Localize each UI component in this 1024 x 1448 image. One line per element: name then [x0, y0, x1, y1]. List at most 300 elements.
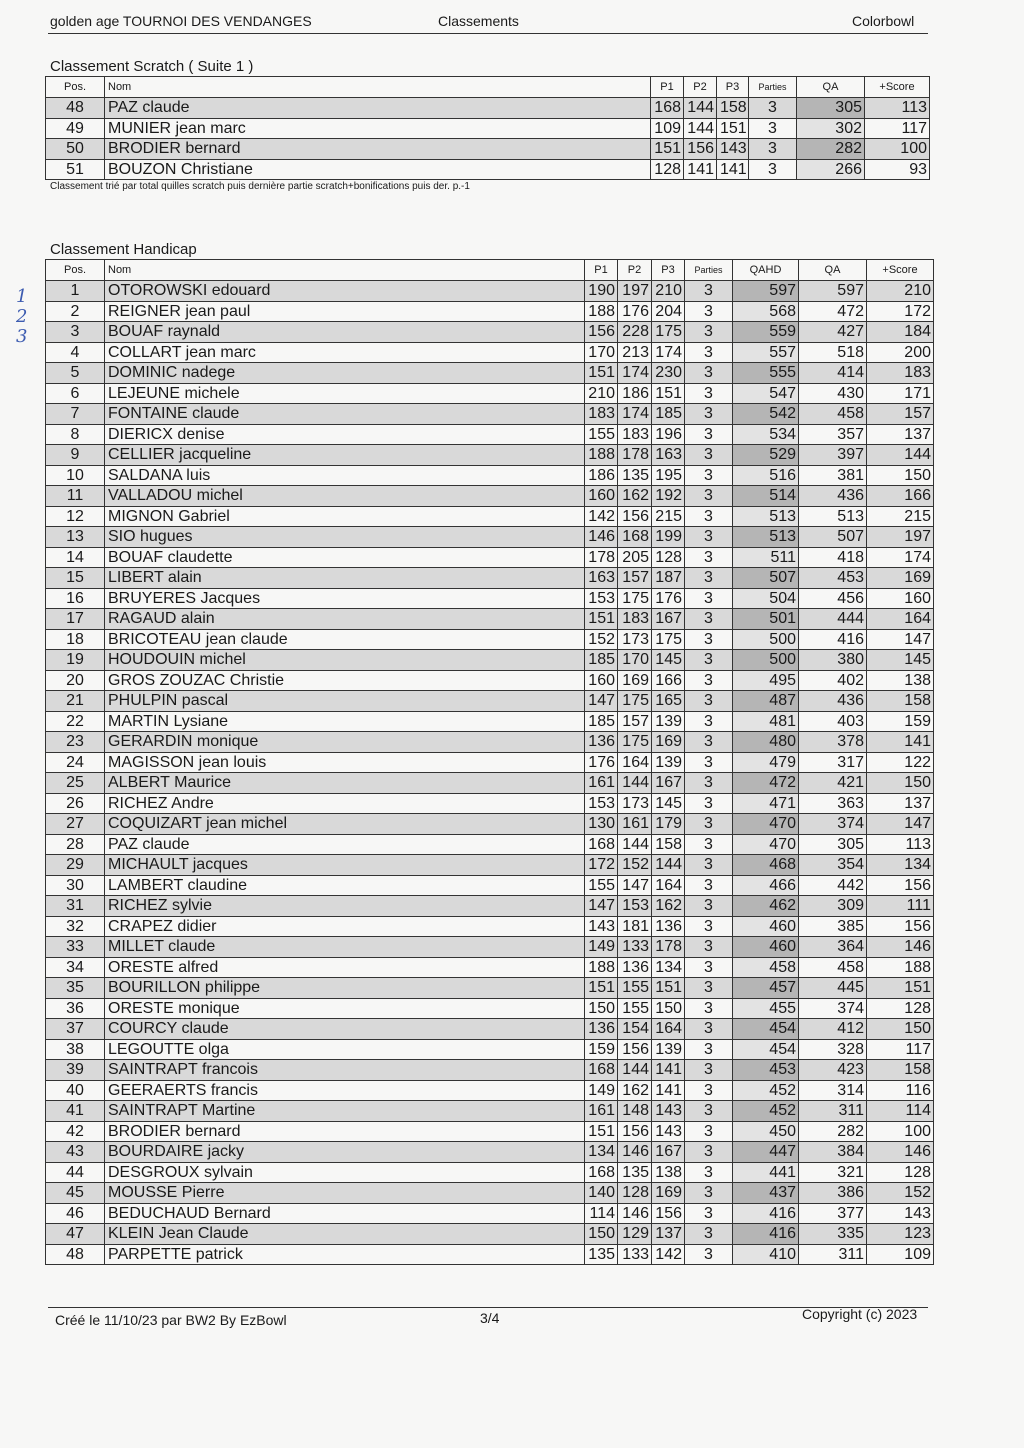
cell-qahd: 513	[733, 506, 799, 527]
cell-nom: PARPETTE patrick	[105, 1244, 585, 1265]
cell-pos: 5	[46, 363, 105, 384]
cell-p1: 161	[585, 1101, 618, 1122]
cell-parties: 3	[685, 547, 733, 568]
cell-p3: 137	[652, 1224, 685, 1245]
cell-p1: 134	[585, 1142, 618, 1163]
cell-nom: ORESTE alfred	[105, 957, 585, 978]
cell-qa: 317	[799, 752, 867, 773]
cell-score: 188	[867, 957, 934, 978]
cell-p2: 156	[618, 506, 652, 527]
cell-p1: 160	[585, 670, 618, 691]
cell-score: 113	[865, 98, 930, 119]
cell-p2: 144	[684, 98, 717, 119]
cell-nom: GROS ZOUZAC Christie	[105, 670, 585, 691]
cell-pos: 42	[46, 1121, 105, 1142]
cell-p2: 197	[618, 281, 652, 302]
cell-qa: 321	[799, 1162, 867, 1183]
cell-p1: 168	[651, 98, 684, 119]
cell-p1: 170	[585, 342, 618, 363]
cell-score: 147	[867, 629, 934, 650]
table-row	[46, 1203, 934, 1224]
cell-qa: 418	[799, 547, 867, 568]
cell-qahd: 555	[733, 363, 799, 384]
cell-score: 114	[867, 1101, 934, 1122]
cell-qahd: 516	[733, 465, 799, 486]
table-row	[46, 98, 930, 119]
cell-parties: 3	[685, 629, 733, 650]
cell-qa: 354	[799, 855, 867, 876]
cell-qahd: 410	[733, 1244, 799, 1265]
cell-qahd: 466	[733, 875, 799, 896]
table-row	[46, 711, 934, 732]
cell-parties: 3	[685, 1060, 733, 1081]
cell-nom: BEDUCHAUD Bernard	[105, 1203, 585, 1224]
cell-qahd: 504	[733, 588, 799, 609]
cell-p1: 172	[585, 855, 618, 876]
cell-score: 123	[867, 1224, 934, 1245]
cell-qa: 453	[799, 568, 867, 589]
cell-score: 138	[867, 670, 934, 691]
cell-pos: 13	[46, 527, 105, 548]
cell-p2: 174	[618, 363, 652, 384]
cell-p2: 174	[618, 404, 652, 425]
table-row	[46, 118, 930, 139]
cell-parties: 3	[685, 793, 733, 814]
col-header-p2: P2	[618, 260, 652, 281]
col-header-nom: Nom	[105, 77, 651, 98]
footer-created: Créé le 11/10/23 par BW2 By EzBowl	[55, 1312, 287, 1328]
cell-p1: 185	[585, 650, 618, 671]
cell-nom: BRUYERES Jacques	[105, 588, 585, 609]
cell-qahd: 447	[733, 1142, 799, 1163]
cell-qahd: 454	[733, 1019, 799, 1040]
cell-parties: 3	[685, 465, 733, 486]
cell-p2: 178	[618, 445, 652, 466]
cell-score: 174	[867, 547, 934, 568]
cell-nom: LEGOUTTE olga	[105, 1039, 585, 1060]
cell-qahd: 453	[733, 1060, 799, 1081]
cell-score: 183	[867, 363, 934, 384]
col-header-pos: Pos.	[46, 77, 105, 98]
cell-score: 158	[867, 1060, 934, 1081]
cell-p3: 142	[652, 1244, 685, 1265]
cell-parties: 3	[685, 301, 733, 322]
cell-p2: 228	[618, 322, 652, 343]
cell-score: 164	[867, 609, 934, 630]
cell-parties: 3	[685, 711, 733, 732]
cell-parties: 3	[685, 445, 733, 466]
cell-qahd: 454	[733, 1039, 799, 1060]
cell-p1: 151	[651, 139, 684, 160]
cell-qahd: 458	[733, 957, 799, 978]
cell-parties: 3	[685, 834, 733, 855]
cell-p2: 152	[618, 855, 652, 876]
cell-pos: 37	[46, 1019, 105, 1040]
cell-p2: 157	[618, 568, 652, 589]
cell-parties: 3	[685, 281, 733, 302]
cell-p1: 135	[585, 1244, 618, 1265]
cell-p2: 162	[618, 486, 652, 507]
cell-parties: 3	[685, 568, 733, 589]
cell-qa: 456	[799, 588, 867, 609]
cell-score: 184	[867, 322, 934, 343]
cell-score: 156	[867, 916, 934, 937]
cell-p3: 143	[652, 1101, 685, 1122]
col-header-qahd: QAHD	[733, 260, 799, 281]
cell-p3: 134	[652, 957, 685, 978]
cell-qa: 335	[799, 1224, 867, 1245]
cell-qahd: 495	[733, 670, 799, 691]
cell-pos: 48	[46, 1244, 105, 1265]
cell-p3: 158	[717, 98, 749, 119]
cell-parties: 3	[685, 1019, 733, 1040]
cell-p2: 205	[618, 547, 652, 568]
cell-qahd: 470	[733, 814, 799, 835]
cell-nom: LEJEUNE michele	[105, 383, 585, 404]
cell-qa: 311	[799, 1101, 867, 1122]
table-row	[46, 957, 934, 978]
table-row	[46, 1060, 934, 1081]
cell-qa: 436	[799, 486, 867, 507]
cell-qa: 444	[799, 609, 867, 630]
cell-p2: 144	[618, 773, 652, 794]
cell-score: 144	[867, 445, 934, 466]
cell-pos: 16	[46, 588, 105, 609]
cell-pos: 30	[46, 875, 105, 896]
cell-p3: 156	[652, 1203, 685, 1224]
cell-parties: 3	[685, 875, 733, 896]
table-row	[46, 834, 934, 855]
cell-qa: 328	[799, 1039, 867, 1060]
cell-pos: 3	[46, 322, 105, 343]
cell-qahd: 452	[733, 1101, 799, 1122]
cell-parties: 3	[749, 159, 797, 180]
table-row	[46, 363, 934, 384]
table-row	[46, 506, 934, 527]
cell-qa: 374	[799, 814, 867, 835]
cell-parties: 3	[685, 732, 733, 753]
cell-p1: 168	[585, 1060, 618, 1081]
cell-nom: MUNIER jean marc	[105, 118, 651, 139]
cell-p1: 190	[585, 281, 618, 302]
table-row	[46, 445, 934, 466]
cell-parties: 3	[685, 814, 733, 835]
table-row	[46, 424, 934, 445]
cell-p2: 156	[618, 1121, 652, 1142]
table-row	[46, 691, 934, 712]
col-header-parties: Parties	[749, 77, 797, 98]
cell-p1: 147	[585, 691, 618, 712]
cell-p2: 175	[618, 732, 652, 753]
cell-p2: 169	[618, 670, 652, 691]
cell-p3: 179	[652, 814, 685, 835]
cell-qa: 363	[799, 793, 867, 814]
cell-p2: 148	[618, 1101, 652, 1122]
header-section-title: Classements	[438, 13, 519, 29]
table-row	[46, 547, 934, 568]
cell-qa: 364	[799, 937, 867, 958]
col-header-p2: P2	[684, 77, 717, 98]
cell-nom: BOURDAIRE jacky	[105, 1142, 585, 1163]
cell-score: 143	[867, 1203, 934, 1224]
cell-qa: 385	[799, 916, 867, 937]
cell-nom: SAINTRAPT francois	[105, 1060, 585, 1081]
cell-qa: 427	[799, 322, 867, 343]
cell-p3: 143	[652, 1121, 685, 1142]
cell-p3: 167	[652, 773, 685, 794]
cell-p3: 139	[652, 711, 685, 732]
cell-qahd: 514	[733, 486, 799, 507]
cell-pos: 24	[46, 752, 105, 773]
table-row	[46, 875, 934, 896]
cell-qa: 472	[799, 301, 867, 322]
cell-nom: BRODIER bernard	[105, 139, 651, 160]
cell-p3: 178	[652, 937, 685, 958]
cell-p3: 175	[652, 629, 685, 650]
handwritten-mark-2: 2	[16, 306, 28, 327]
cell-score: 113	[867, 834, 934, 855]
cell-parties: 3	[685, 998, 733, 1019]
cell-score: 158	[867, 691, 934, 712]
table-row	[46, 1162, 934, 1183]
cell-p3: 145	[652, 793, 685, 814]
cell-p2: 153	[618, 896, 652, 917]
cell-score: 157	[867, 404, 934, 425]
cell-p1: 140	[585, 1183, 618, 1204]
col-header-p1: P1	[585, 260, 618, 281]
cell-pos: 4	[46, 342, 105, 363]
cell-p3: 141	[717, 159, 749, 180]
cell-p1: 185	[585, 711, 618, 732]
table-row	[46, 342, 934, 363]
cell-score: 146	[867, 1142, 934, 1163]
table-row	[46, 916, 934, 937]
cell-p3: 192	[652, 486, 685, 507]
cell-p2: 156	[684, 139, 717, 160]
cell-parties: 3	[685, 1244, 733, 1265]
cell-p1: 151	[585, 1121, 618, 1142]
cell-p2: 144	[684, 118, 717, 139]
cell-p1: 161	[585, 773, 618, 794]
cell-pos: 26	[46, 793, 105, 814]
cell-parties: 3	[685, 978, 733, 999]
cell-nom: BOUAF raynald	[105, 322, 585, 343]
cell-score: 166	[867, 486, 934, 507]
cell-parties: 3	[685, 363, 733, 384]
cell-qahd: 470	[733, 834, 799, 855]
cell-qahd: 542	[733, 404, 799, 425]
cell-pos: 44	[46, 1162, 105, 1183]
cell-score: 128	[867, 998, 934, 1019]
cell-score: 151	[867, 978, 934, 999]
cell-p3: 150	[652, 998, 685, 1019]
cell-p2: 168	[618, 527, 652, 548]
cell-score: 93	[865, 159, 930, 180]
table-row	[46, 773, 934, 794]
cell-pos: 7	[46, 404, 105, 425]
scratch-header-row	[46, 77, 930, 98]
cell-qahd: 501	[733, 609, 799, 630]
col-header-pos: Pos.	[46, 260, 105, 281]
cell-p1: 155	[585, 424, 618, 445]
cell-p1: 159	[585, 1039, 618, 1060]
table-row	[46, 752, 934, 773]
col-header-p3: P3	[652, 260, 685, 281]
cell-parties: 3	[685, 1142, 733, 1163]
cell-score: 111	[867, 896, 934, 917]
cell-parties: 3	[685, 691, 733, 712]
cell-parties: 3	[749, 118, 797, 139]
cell-p3: 166	[652, 670, 685, 691]
table-row	[46, 978, 934, 999]
cell-qahd: 511	[733, 547, 799, 568]
cell-p1: 160	[585, 486, 618, 507]
cell-p2: 164	[618, 752, 652, 773]
cell-nom: BOURILLON philippe	[105, 978, 585, 999]
cell-p3: 176	[652, 588, 685, 609]
cell-p1: 186	[585, 465, 618, 486]
cell-pos: 31	[46, 896, 105, 917]
cell-p3: 187	[652, 568, 685, 589]
cell-p2: 135	[618, 465, 652, 486]
table-row	[46, 465, 934, 486]
footer-page-number: 3/4	[480, 1310, 500, 1326]
cell-nom: OTOROWSKI edouard	[105, 281, 585, 302]
table-row	[46, 793, 934, 814]
cell-p3: 169	[652, 732, 685, 753]
cell-parties: 3	[685, 773, 733, 794]
cell-p1: 151	[585, 609, 618, 630]
cell-qahd: 460	[733, 937, 799, 958]
cell-nom: GEERAERTS francis	[105, 1080, 585, 1101]
cell-p2: 136	[618, 957, 652, 978]
cell-qa: 397	[799, 445, 867, 466]
cell-p2: 173	[618, 629, 652, 650]
cell-p3: 151	[717, 118, 749, 139]
cell-qahd: 455	[733, 998, 799, 1019]
cell-pos: 36	[46, 998, 105, 1019]
cell-nom: LAMBERT claudine	[105, 875, 585, 896]
col-header-parties: Parties	[685, 260, 733, 281]
table-row	[46, 139, 930, 160]
cell-p2: 133	[618, 937, 652, 958]
cell-pos: 34	[46, 957, 105, 978]
cell-p1: 150	[585, 998, 618, 1019]
cell-qa: 381	[799, 465, 867, 486]
cell-parties: 3	[685, 383, 733, 404]
cell-p1: 130	[585, 814, 618, 835]
cell-parties: 3	[685, 1080, 733, 1101]
cell-pos: 19	[46, 650, 105, 671]
cell-nom: ALBERT Maurice	[105, 773, 585, 794]
cell-qahd: 471	[733, 793, 799, 814]
cell-qahd: 568	[733, 301, 799, 322]
cell-pos: 46	[46, 1203, 105, 1224]
cell-parties: 3	[685, 609, 733, 630]
cell-p1: 153	[585, 793, 618, 814]
cell-p2: 170	[618, 650, 652, 671]
cell-score: 215	[867, 506, 934, 527]
col-header-nom: Nom	[105, 260, 585, 281]
cell-qahd: 480	[733, 732, 799, 753]
cell-parties: 3	[685, 342, 733, 363]
cell-p3: 128	[652, 547, 685, 568]
cell-p1: 188	[585, 957, 618, 978]
cell-pos: 28	[46, 834, 105, 855]
cell-score: 200	[867, 342, 934, 363]
cell-parties: 3	[749, 139, 797, 160]
cell-score: 147	[867, 814, 934, 835]
table-row	[46, 1019, 934, 1040]
cell-qahd: 468	[733, 855, 799, 876]
cell-qahd: 437	[733, 1183, 799, 1204]
cell-p3: 139	[652, 752, 685, 773]
cell-p3: 199	[652, 527, 685, 548]
cell-nom: PHULPIN pascal	[105, 691, 585, 712]
cell-parties: 3	[685, 670, 733, 691]
cell-nom: COLLART jean marc	[105, 342, 585, 363]
cell-nom: FONTAINE claude	[105, 404, 585, 425]
cell-p1: 109	[651, 118, 684, 139]
cell-qa: 305	[797, 98, 865, 119]
cell-qahd: 507	[733, 568, 799, 589]
cell-pos: 21	[46, 691, 105, 712]
cell-p1: 146	[585, 527, 618, 548]
cell-qa: 518	[799, 342, 867, 363]
cell-qa: 414	[799, 363, 867, 384]
table-row	[46, 998, 934, 1019]
cell-p1: 178	[585, 547, 618, 568]
cell-parties: 3	[685, 1101, 733, 1122]
cell-score: 197	[867, 527, 934, 548]
cell-p2: 154	[618, 1019, 652, 1040]
cell-pos: 41	[46, 1101, 105, 1122]
cell-p1: 142	[585, 506, 618, 527]
cell-qa: 266	[797, 159, 865, 180]
cell-nom: RICHEZ sylvie	[105, 896, 585, 917]
cell-nom: CRAPEZ didier	[105, 916, 585, 937]
cell-p2: 144	[618, 1060, 652, 1081]
cell-qa: 282	[797, 139, 865, 160]
col-header-p1: P1	[651, 77, 684, 98]
cell-qahd: 557	[733, 342, 799, 363]
cell-nom: PAZ claude	[105, 834, 585, 855]
table-row	[46, 322, 934, 343]
table-row	[46, 159, 930, 180]
cell-score: 117	[865, 118, 930, 139]
cell-p3: 136	[652, 916, 685, 937]
table-row	[46, 1121, 934, 1142]
cell-p2: 183	[618, 424, 652, 445]
cell-p2: 176	[618, 301, 652, 322]
table-row	[46, 609, 934, 630]
cell-parties: 3	[685, 404, 733, 425]
cell-qa: 412	[799, 1019, 867, 1040]
cell-parties: 3	[685, 322, 733, 343]
handwritten-mark-3: 3	[16, 326, 28, 347]
cell-qa: 384	[799, 1142, 867, 1163]
cell-parties: 3	[685, 1121, 733, 1142]
table-row	[46, 1244, 934, 1265]
cell-qa: 314	[799, 1080, 867, 1101]
cell-qahd: 457	[733, 978, 799, 999]
cell-p2: 183	[618, 609, 652, 630]
cell-p3: 175	[652, 322, 685, 343]
scratch-title: Classement Scratch ( Suite 1 )	[50, 58, 254, 75]
cell-score: 141	[867, 732, 934, 753]
cell-p1: 151	[585, 363, 618, 384]
cell-score: 122	[867, 752, 934, 773]
